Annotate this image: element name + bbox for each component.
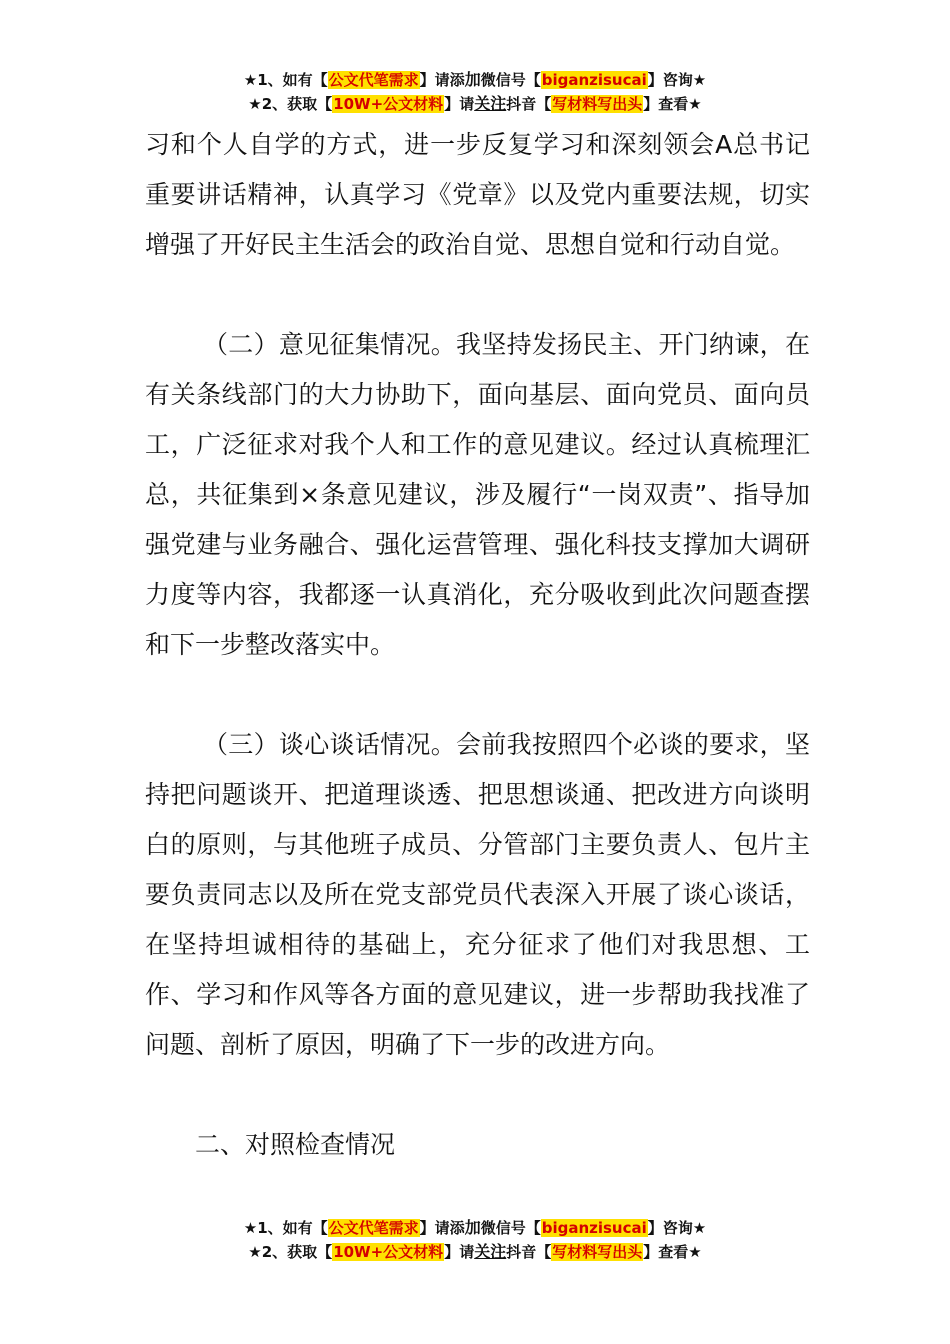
promo-text: 】请添 xyxy=(419,71,465,89)
promo-text: 关注 xyxy=(474,1242,507,1261)
promo-text: 】咨询★ xyxy=(647,1219,707,1237)
promo-text: 微信号【 xyxy=(480,1219,541,1237)
promo-text: 加 xyxy=(464,70,481,89)
promo-highlight: 写材料写出头 xyxy=(552,1243,643,1261)
promo-line-1 xyxy=(0,1216,950,1240)
promo-highlight: 10W+公文材料 xyxy=(333,95,444,113)
promo-text: ★2、获取【 xyxy=(248,1243,333,1261)
promo-text: 】查看★ xyxy=(643,1243,702,1261)
spacer xyxy=(145,1070,810,1120)
header-promo-banner xyxy=(0,68,950,116)
promo-line-1 xyxy=(0,68,950,92)
promo-text: 】查看★ xyxy=(643,95,702,113)
promo-text: ★1、如有【 xyxy=(243,71,328,89)
promo-text: 】请添 xyxy=(419,1219,465,1237)
promo-line-2 xyxy=(0,1240,950,1264)
document-body xyxy=(145,120,810,1170)
paragraph-opinion-collection: （二）意见征集情况。我坚持发扬民主、开门纳谏，在有关条线部门的大力协助下，面向基层、面向党员、面向员工，广泛征求对我个人和工作的意见建议。经过认真梳理汇总，共征集到×条意见建议，涉及履行“一岗双责”、指导加强党建与业务融合、强化运营管理、强化科技支撑加大调研力度等内容，我都逐一认真消化，充分吸收到此次问题查摆和下一步整改落实中。 xyxy=(145,330,810,659)
promo-text: 抖音【 xyxy=(506,95,552,113)
section-heading: 二、对照检查情况 xyxy=(195,1130,396,1159)
spacer xyxy=(145,670,810,720)
paragraph-heart-talk: （三）谈心谈话情况。会前我按照四个必谈的要求，坚持把问题谈开、把道理谈透、把思想谈通、把改进方向谈明白的原则，与其他班子成员、分管部门主要负责人、包片主要负责同志以及所在党支部党员代表深入开展了谈心谈话，在坚持坦诚相待的基础上，充分征求了他们对我思想、工作、学习和作风等各方面的意见建议，进一步帮助我找准了问题、剖析了原因，明确了下一步的改进方向。 xyxy=(145,730,810,1059)
promo-text: 加 xyxy=(464,1218,481,1237)
promo-highlight: 公文代笔需求 xyxy=(328,1219,419,1237)
promo-text: ★2、获取【 xyxy=(248,95,333,113)
promo-text: 抖音【 xyxy=(506,1243,552,1261)
promo-highlight: biganzisucai xyxy=(541,71,647,89)
promo-line-2 xyxy=(0,92,950,116)
promo-text: 】请 xyxy=(444,95,475,113)
promo-highlight: 10W+公文材料 xyxy=(333,1243,444,1261)
promo-text: 】请 xyxy=(444,1243,475,1261)
promo-text: 关注 xyxy=(474,94,507,113)
spacer xyxy=(145,270,810,320)
promo-text: 】咨询★ xyxy=(647,71,707,89)
paragraph-study: 习和个人自学的方式，进一步反复学习和深刻领会A总书记重要讲话精神，认真学习《党章》以及党内重要法规，切实增强了开好民主生活会的政治自觉、思想自觉和行动自觉。 xyxy=(145,130,810,259)
promo-text: ★1、如有【 xyxy=(243,1219,328,1237)
promo-text: 微信号【 xyxy=(480,71,541,89)
promo-highlight: 写材料写出头 xyxy=(552,95,643,113)
promo-highlight: biganzisucai xyxy=(541,1219,647,1237)
promo-highlight: 公文代笔需求 xyxy=(328,71,419,89)
footer-promo-banner xyxy=(0,1216,950,1264)
